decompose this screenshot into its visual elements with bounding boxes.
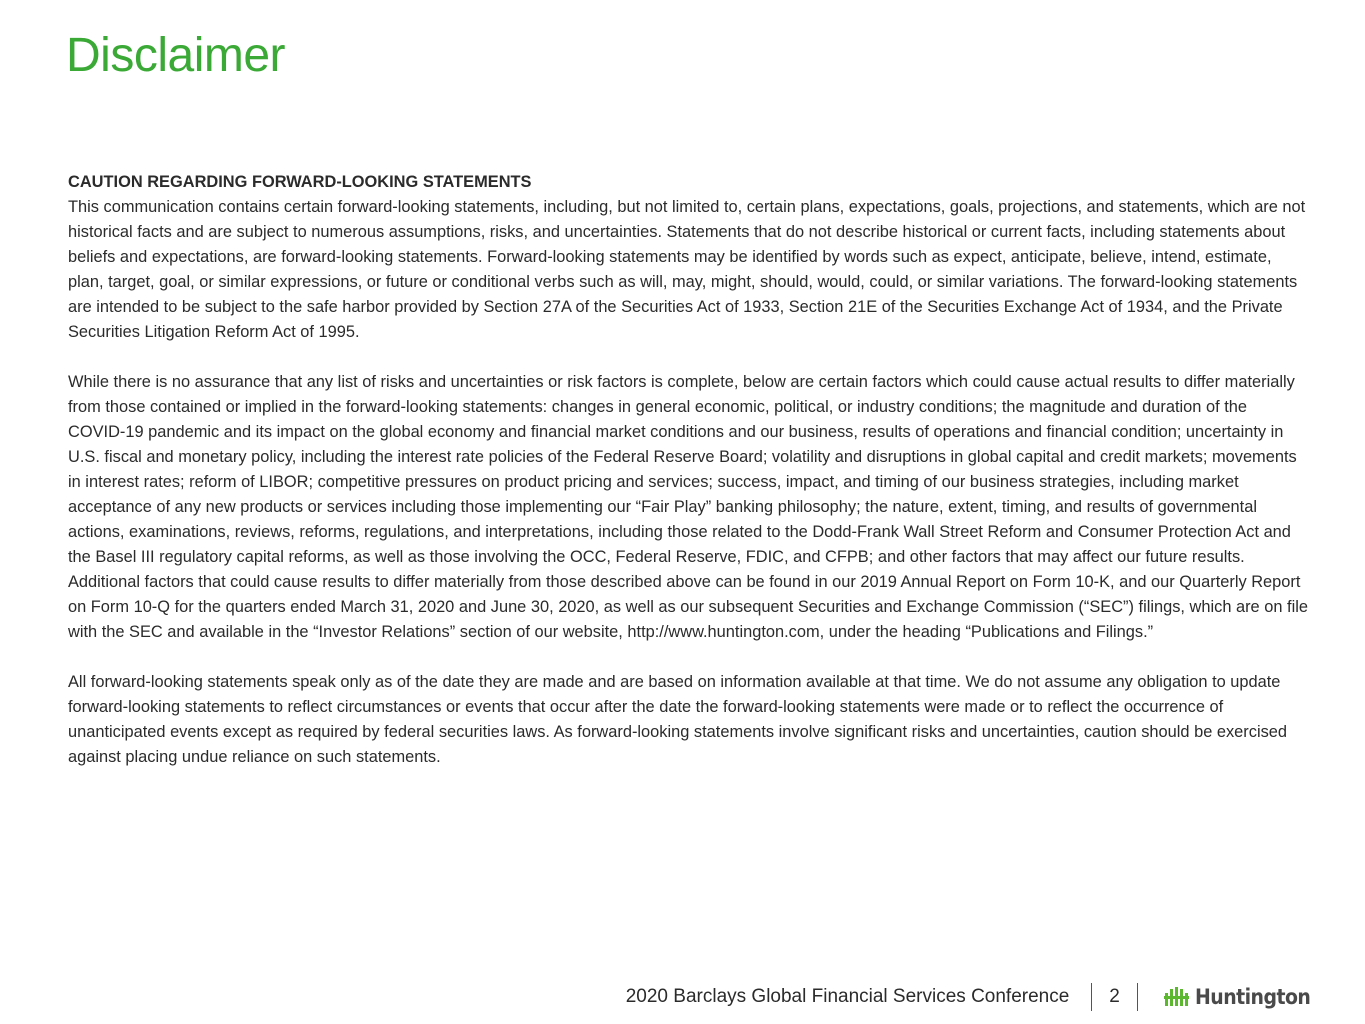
- footer: [626, 980, 1323, 1014]
- footer-divider: [1091, 983, 1092, 1011]
- disclaimer-paragraph-forward-looking: This communication contains certain forward-looking statements, including, but not limited to, certain plans, expectations, goals, projections, and statements, which are not historical facts and are subject to numerous assumptions, risks, and uncertainties. Statements that do not describe historical or current facts, including statements about beliefs and expectations, are forward-looking statements. Forward-looking statements may be identified by words such as expect, anticipate, believe, intend, estimate, plan, target, goal, or similar expressions, or future or conditional verbs such as will, may, might, should, would, could, or similar variations. The forward-looking statements are intended to be subject to the safe harbor provided by Section 27A of the Securities Act of 1933, Section 21E of the Securities Exchange Act of 1934, and the Private Securities Litigation Reform Act of 1995.: [68, 198, 1306, 341]
- disclaimer-paragraph-obligation: All forward-looking statements speak only as of the date they are made and are based on information available at that time. We do not assume any obligation to update forward-looking statements to reflect circumstances or events that occur after the date the forward-looking statements were made or to reflect the occurrence of unanticipated events except as required by federal securities laws. As forward-looking statements involve significant risks and uncertainties, caution should be exercised against placing undue reliance on such statements.: [68, 673, 1288, 766]
- page-title: Disclaimer: [66, 29, 286, 82]
- section-heading: CAUTION REGARDING FORWARD-LOOKING STATEMENTS: [68, 173, 532, 191]
- logo-wordmark: Huntington: [1194, 985, 1311, 1009]
- disclaimer-paragraph-risk-factors: While there is no assurance that any list of risks and uncertainties or risk factors is complete, below are certain factors which could cause actual results to differ materially from those contained or implied in the forward-looking statements: changes in general economic, political, or industry conditions; the magnitude and duration of the COVID-19 pandemic and its impact on the global economy and financial market conditions and our business, results of operations and financial condition; uncertainty in U.S. fiscal and monetary policy, including the interest rate policies of the Federal Reserve Board; volatility and disruptions in global capital and credit markets; movements in interest rates; reform of LIBOR; competitive pressures on product pricing and services; success, impact, and timing of our business strategies, including market acceptance of any new products or services including those implementing our “Fair Play” banking philosophy; the nature, extent, timing, and results of governmental actions, examinations, reviews, reforms, regulations, and interpretations, including those related to the Dodd-Frank Wall Street Reform and Consumer Protection Act and the Basel III regulatory capital reforms, as well as those involving the OCC, Federal Reserve, FDIC, and CFPB; and other factors that may affect our future results. Additional factors that could cause results to differ materially from those described above can be found in our 2019 Annual Report on Form 10-K, and our Quarterly Report on Form 10-Q for the quarters ended March 31, 2020 and June 30, 2020, as well as our subsequent Securities and Exchange Commission (“SEC”) filings, which are on file with the SEC and available in the “Investor Relations” section of our website, http://www.huntington.com, under the heading “Publications and Filings.”: [68, 373, 1308, 641]
- page-number: 2: [1109, 986, 1120, 1007]
- huntington-logo: [1164, 985, 1323, 1009]
- disclaimer-body: [68, 170, 1308, 795]
- conference-name: 2020 Barclays Global Financial Services Conference: [625, 986, 1070, 1007]
- huntington-logo-icon: [1164, 986, 1192, 1008]
- footer-divider: [1137, 983, 1138, 1011]
